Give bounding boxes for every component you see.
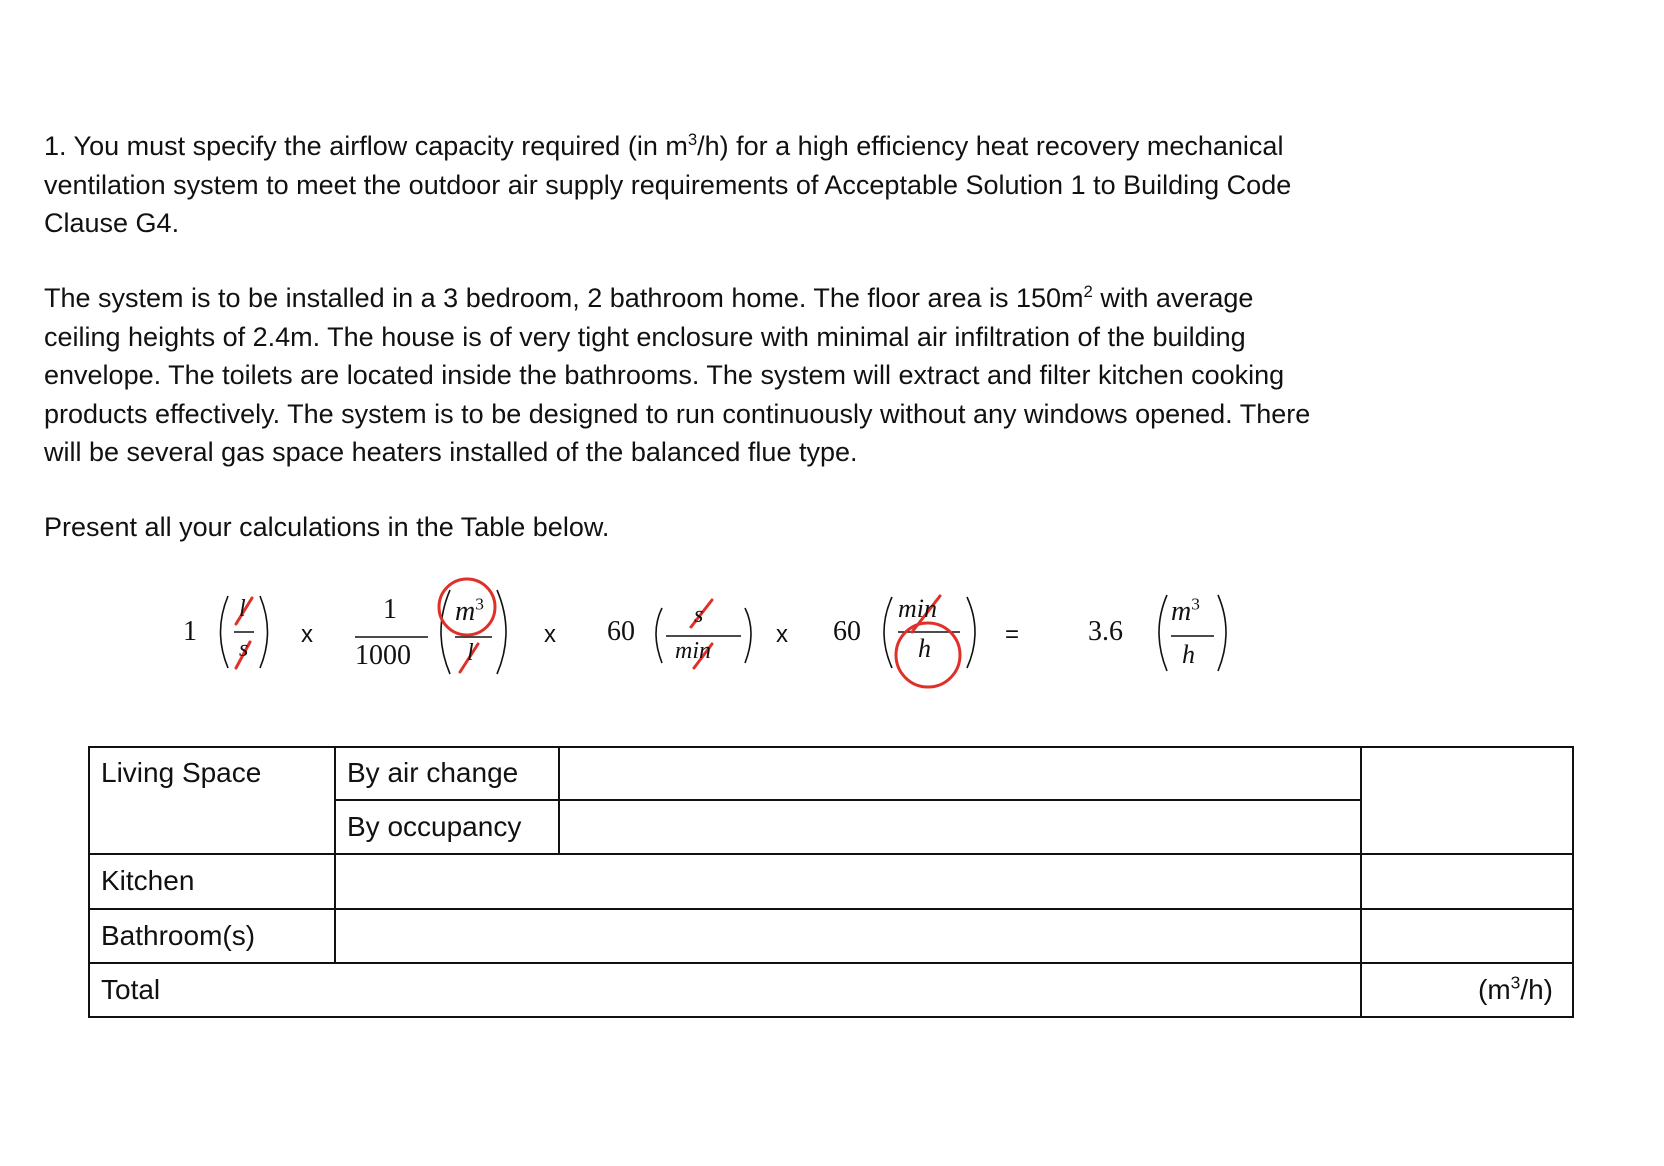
question-number: 1. <box>44 131 67 161</box>
result-unit-num: $m^3$ <box>1171 594 1200 627</box>
row-label-by-air-change: By air change <box>347 757 519 788</box>
times-sign-2: x <box>544 621 556 648</box>
term3-unit-den: min <box>675 638 711 664</box>
answer-cell-bathrooms[interactable] <box>337 911 1359 962</box>
term3-unit-num: s <box>694 602 704 628</box>
times-sign-1: x <box>301 621 313 648</box>
answer-cell-occupancy[interactable] <box>561 802 1359 853</box>
row-label-living-space: Living Space <box>101 757 262 788</box>
term2-den: 1000 <box>355 640 411 671</box>
row-label-by-occupancy: By occupancy <box>347 811 522 842</box>
answer-cell-air-change[interactable] <box>561 748 1359 799</box>
description-text: The system is to be installed in a 3 bedroom, 2 bathroom home. The floor area is $150m^2$ with average ceiling heights of 2.4m. The house is of very tight enclosure with minimal air infiltration of the building envelope. The toilets are located inside the bathrooms. The system will extract and filter kitchen cooking products effectively. The system is to be designed to run continuously without any windows opened. There will be several gas space heaters installed of the balanced flue type. <box>44 282 1311 467</box>
term1-value: 1 <box>183 616 197 647</box>
row-label-kitchen: Kitchen <box>101 865 195 896</box>
row-label-total: Total <box>101 974 161 1005</box>
term2-unit-den: l <box>467 640 474 666</box>
term1-unit-num: l <box>239 596 246 622</box>
term3-value: 60 <box>607 616 635 647</box>
term2-num: 1 <box>383 594 397 625</box>
equals-sign: = <box>1005 621 1020 648</box>
calculation-table <box>88 746 1574 1018</box>
term4-value: 60 <box>833 616 861 647</box>
result-value: 3.6 <box>1088 616 1123 647</box>
term2-unit-num: $m^3$ <box>455 594 484 627</box>
row-label-bathrooms: Bathroom(s) <box>101 920 256 951</box>
result-unit-den: h <box>1182 640 1195 669</box>
question-text: 1. You must specify the airflow capacity required (in $m^3/h$) for a high efficiency heat recovery mechanical ventilation system to meet the outdoor air supply requirements of Acceptable Solution 1 to Building Code Clause G4. <box>44 130 1292 238</box>
answer-cell-total[interactable] <box>90 965 1360 1016</box>
answer-cell-bathrooms-total[interactable] <box>1363 911 1572 962</box>
answer-cell-living-total[interactable] <box>1363 748 1572 853</box>
term4-unit-num: min <box>898 594 937 623</box>
instruction-text: Present all your calculations in the Table below. <box>44 512 610 542</box>
total-unit-label: $(m^3/h)$ <box>1478 972 1553 1005</box>
times-sign-3: x <box>776 621 788 648</box>
answer-cell-kitchen-total[interactable] <box>1363 856 1572 908</box>
term1-unit-den: s <box>239 636 249 662</box>
term4-unit-den: h <box>918 634 931 663</box>
answer-cell-kitchen[interactable] <box>337 856 1359 908</box>
